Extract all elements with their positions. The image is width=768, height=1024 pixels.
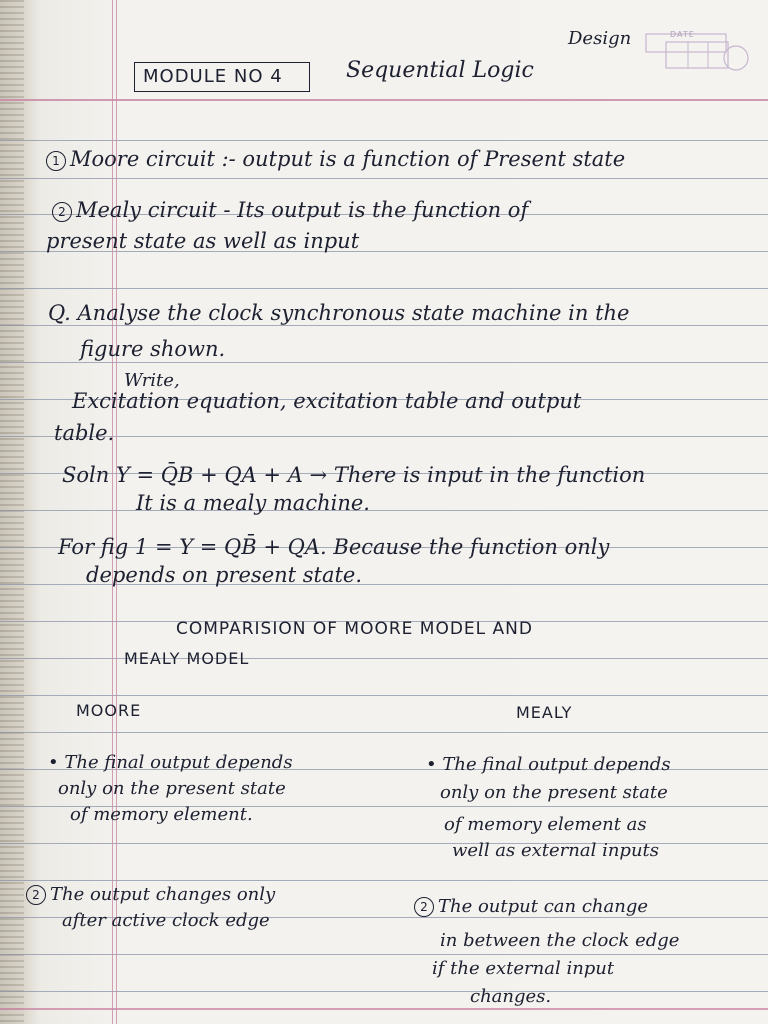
note-mealy-definition	[52, 197, 528, 223]
mealy-point-1-line-d: well as external inputs	[452, 840, 660, 861]
moore-point-2-line-b: after active clock edge	[62, 910, 270, 931]
question-line-1: Q. Analyse the clock synchronous state machine in the	[48, 301, 630, 325]
moore-point-2-text: The output changes only	[50, 884, 276, 905]
column-heading-moore: MOORE	[76, 701, 142, 720]
solution-reason: There is input in the function	[333, 463, 646, 487]
question-line-4: Excitation equation, excitation table and output	[72, 389, 582, 413]
item-number-badge: 2	[26, 885, 46, 905]
figure-line-2: depends on present state.	[86, 563, 363, 587]
mealy-point-1-line-b: only on the present state	[440, 782, 668, 803]
mealy-point-2-line-b: in between the clock edge	[440, 930, 680, 951]
date-stamp	[640, 28, 752, 76]
page-title-correction: Design	[568, 28, 632, 49]
mealy-point-2-line-c: if the external input	[432, 958, 615, 979]
mealy-point-2-line-d: changes.	[470, 986, 552, 1007]
solution-equation: Y = Q̄B + QA + A →	[115, 463, 328, 487]
column-heading-mealy: MEALY	[516, 703, 573, 722]
figure-reason: Because the function only	[333, 535, 610, 559]
solution-line-1	[62, 462, 645, 488]
mealy-point-2-line-a	[414, 894, 648, 920]
moore-point-1-line-c: of memory element.	[70, 804, 253, 825]
note-moore-text: Moore circuit :- output is a function of Present state	[70, 147, 626, 171]
figure-line-1	[58, 534, 609, 560]
date-stamp-label: DATE	[670, 30, 695, 39]
note-mealy-text-b: present state as well as input	[46, 229, 360, 253]
item-number-badge: 2	[414, 897, 434, 917]
moore-point-2-line-a	[26, 882, 275, 908]
page-title: Sequential Logic	[346, 58, 534, 83]
question-line-5: table.	[54, 421, 115, 445]
item-number-badge: 1	[46, 151, 66, 171]
comparison-heading-line-2: MEALY MODEL	[124, 649, 250, 668]
note-mealy-text-a: Mealy circuit - Its output is the function of	[76, 198, 529, 222]
item-number-badge: 2	[52, 202, 72, 222]
module-label: MODULE NO 4	[143, 66, 283, 87]
comparison-heading-line-1: COMPARISION OF MOORE MODEL AND	[176, 619, 533, 639]
question-line-2: figure shown.	[80, 337, 226, 361]
note-moore-definition	[46, 146, 625, 172]
figure-equation: Y = QB̄ + QA.	[179, 535, 327, 559]
moore-point-1-line-a: • The final output depends	[48, 752, 293, 773]
mealy-point-1-line-a: • The final output depends	[426, 754, 671, 775]
figure-label: For fig 1 =	[58, 535, 173, 559]
mealy-point-2-text: The output can change	[438, 896, 649, 917]
module-box	[134, 62, 310, 92]
question-line-3: Write,	[124, 370, 180, 391]
moore-point-1-line-b: only on the present state	[58, 778, 286, 799]
notebook-binding	[0, 0, 24, 1024]
mealy-point-1-line-c: of memory element as	[444, 814, 647, 835]
solution-line-2: It is a mealy machine.	[136, 491, 370, 515]
solution-label: Soln	[62, 463, 110, 487]
